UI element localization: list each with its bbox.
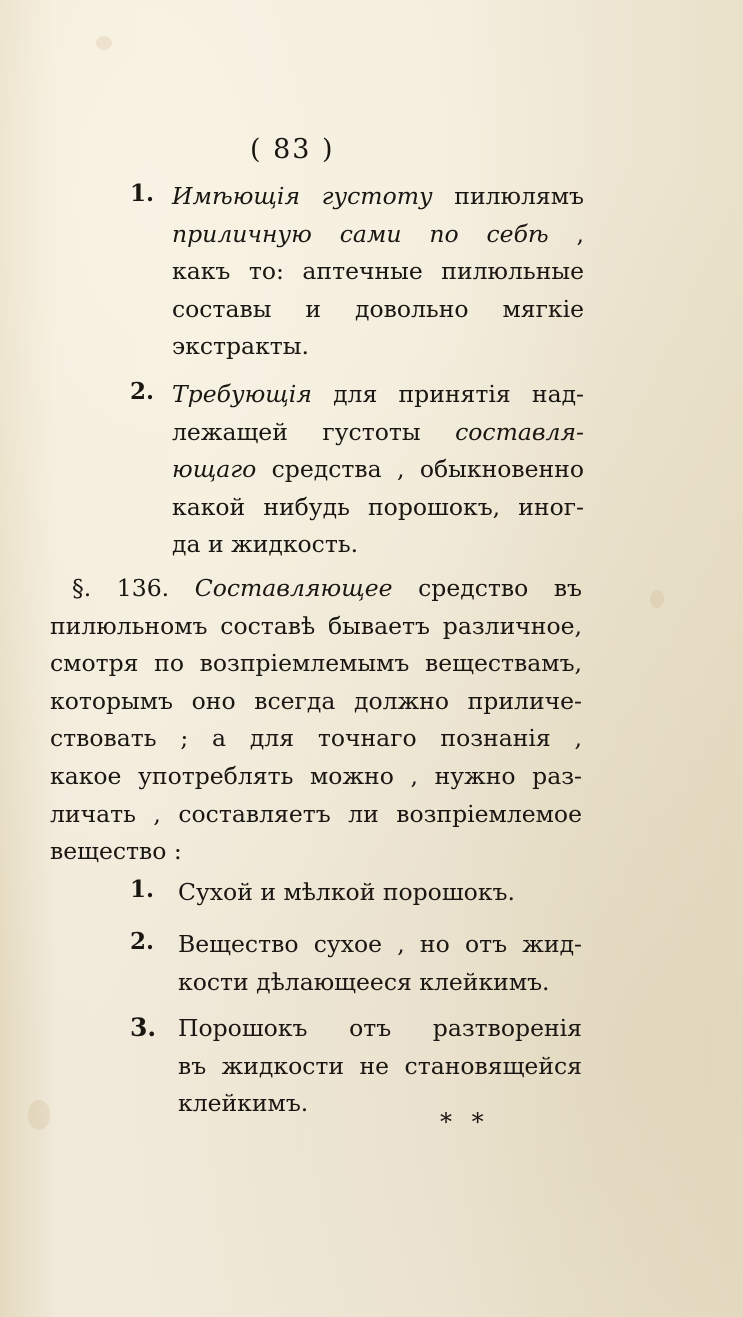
text-segment: средства , обыкновенно xyxy=(256,455,584,483)
italic-term: приличную сами по себѣ xyxy=(172,219,549,248)
text-line: какое употреблять можно , нужно раз- xyxy=(50,761,582,790)
text-segment: составы и довольно мягкіе xyxy=(172,294,584,323)
text-line: клейкимъ. xyxy=(178,1089,309,1117)
text-line xyxy=(172,451,584,489)
text-line: кости дѣлающееся клейкимъ. xyxy=(178,967,550,996)
list-number: 1. xyxy=(130,180,155,207)
text-segment: для принятія над- xyxy=(311,380,584,408)
page-number: ( 83 ) xyxy=(250,134,335,165)
text-line xyxy=(50,570,582,608)
text-line: Сухой и мѣлкой порошокъ. xyxy=(178,878,515,906)
list-item xyxy=(172,376,584,564)
list-number: 1. xyxy=(130,876,155,903)
text-segment: какъ то: аптечные пилюльные xyxy=(172,257,584,285)
text-line: пилюльномъ составѣ бываетъ различное, xyxy=(50,611,582,640)
text-line: Порошокъ отъ разтворенія xyxy=(178,1014,582,1042)
italic-term: составля- xyxy=(455,417,584,446)
text-segment: лежащей густоты xyxy=(172,417,456,446)
text-line xyxy=(172,414,584,452)
text-line: вещество : xyxy=(50,837,182,866)
text-line xyxy=(172,253,584,291)
list-number: 3. xyxy=(130,1013,157,1042)
italic-term: Имѣющія густоту xyxy=(172,182,433,210)
paper-stain xyxy=(28,1100,50,1130)
text-line: смотря по возпріемлемымъ веществамъ, xyxy=(50,649,582,678)
italic-term: ющаго xyxy=(172,455,257,483)
text-line: ствовать ; а для точнаго познанія , xyxy=(50,724,582,753)
paper-stain xyxy=(96,36,112,50)
text-line: личать , составляетъ ли возпріемлемое xyxy=(50,799,582,828)
italic-term: Составляющее xyxy=(194,574,393,602)
text-line: въ жидкости не становящейся xyxy=(178,1051,582,1080)
paper-stain xyxy=(650,590,664,608)
text-segment: средство въ xyxy=(392,574,583,602)
text-line xyxy=(172,376,584,414)
text-segment: да и жидкость. xyxy=(172,530,359,558)
text-line xyxy=(172,216,584,254)
text-line xyxy=(172,178,584,216)
list-item xyxy=(172,178,584,366)
section-paragraph xyxy=(50,570,582,871)
section-number: §. 136. xyxy=(72,574,195,602)
list-number: 2. xyxy=(130,928,155,955)
list-item xyxy=(178,926,582,1001)
text-segment: какой нибудь порошокъ, иног- xyxy=(172,492,584,521)
section-divider-stars: * * xyxy=(440,1108,490,1136)
list-item xyxy=(178,874,582,912)
text-segment: экстракты. xyxy=(172,332,309,360)
text-segment: пилюлямъ xyxy=(432,182,584,210)
italic-term: Требующія xyxy=(172,380,312,408)
text-line xyxy=(172,291,584,329)
text-line xyxy=(172,489,584,527)
list-number: 2. xyxy=(130,378,155,405)
text-line xyxy=(172,526,584,564)
text-line: которымъ оно всегда должно приличе- xyxy=(50,686,582,715)
text-segment: , xyxy=(548,219,584,248)
list-item xyxy=(178,1010,582,1123)
text-line xyxy=(172,328,584,366)
text-line: Вещество сухое , но отъ жид- xyxy=(178,930,582,958)
